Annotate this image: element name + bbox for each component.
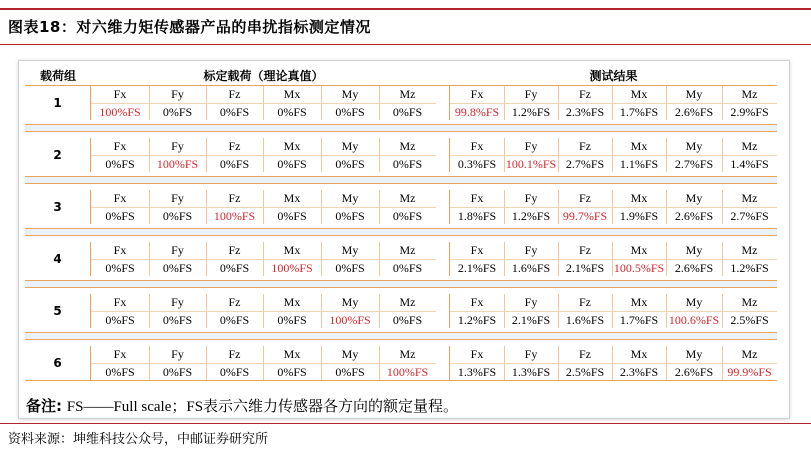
measured-axis-label: Fx (470, 347, 484, 361)
measured-axis-label: Mz (741, 139, 758, 153)
measured-axis-label: My (685, 191, 703, 205)
theory-value: 0%FS (91, 155, 149, 172)
measured-axis-label: Mx (630, 347, 648, 361)
measured-value: 2.3%FS (612, 363, 666, 380)
group-number: 6 (25, 346, 91, 380)
measured-axis-label: My (685, 87, 703, 101)
measured-axis-label: Fx (470, 139, 484, 153)
measured-axis-label: My (685, 243, 703, 257)
measured-axis-label: Fx (470, 295, 484, 309)
source-note: 资料来源：坤维科技公众号，中邮证券研究所 (8, 432, 269, 447)
group-number: 5 (25, 294, 91, 328)
theory-axis-label: Fy (171, 191, 184, 205)
theory-axis-label: My (341, 295, 359, 309)
spacer-column (436, 346, 450, 380)
measured-value: 1.2%FS (504, 103, 558, 120)
group-separator (25, 228, 777, 236)
col-header-measured: 测试结果 (589, 69, 638, 83)
theory-value: 100%FS (379, 363, 436, 380)
measured-axis-label: Mz (741, 87, 758, 101)
measured-value: 1.1%FS (612, 155, 666, 172)
measured-value: 99.8%FS (450, 103, 504, 120)
measured-value: 99.9%FS (722, 363, 777, 380)
theory-axis-label: Fx (113, 295, 127, 309)
theory-value: 100%FS (91, 103, 149, 120)
group-separator (25, 176, 777, 184)
measured-value: 2.3%FS (558, 103, 612, 120)
measured-axis-label: Fy (524, 347, 538, 361)
theory-value: 100%FS (206, 207, 263, 224)
figure-title: 图表18：对六维力矩传感器产品的串扰指标测定情况 (8, 18, 371, 36)
theory-axis-label: Fx (113, 87, 127, 101)
measured-axis-label: Fz (579, 139, 591, 153)
group-number: 1 (25, 86, 91, 120)
theory-axis-label: My (341, 139, 359, 153)
measured-value: 1.4%FS (722, 155, 777, 172)
theory-value: 0%FS (206, 311, 263, 328)
measured-value: 2.6%FS (666, 103, 722, 120)
theory-axis-label: Mx (283, 295, 301, 309)
measured-axis-label: My (685, 295, 703, 309)
measured-axis-label: Fy (524, 87, 538, 101)
theory-value: 0%FS (149, 363, 206, 380)
measured-axis-label: Mx (630, 243, 648, 257)
measured-value: 1.8%FS (450, 207, 504, 224)
measured-value: 100.1%FS (505, 157, 557, 171)
theory-axis-label: Fz (228, 191, 241, 205)
table-row-group (25, 346, 777, 380)
measured-value: 2.1%FS (558, 259, 612, 276)
measured-axis-label: Mz (741, 243, 758, 257)
theory-value: 0%FS (321, 363, 379, 380)
table-row-group (25, 242, 777, 276)
measured-axis-label: Fy (524, 295, 538, 309)
theory-axis-label: Fx (113, 191, 127, 205)
theory-value: 0%FS (91, 207, 149, 224)
theory-axis-label: Fy (171, 87, 184, 101)
theory-value: 0%FS (91, 311, 149, 328)
measured-value: 2.7%FS (666, 155, 722, 172)
measured-value: 2.1%FS (450, 259, 504, 276)
theory-axis-label: Fx (113, 347, 127, 361)
measured-value: 1.3%FS (450, 363, 504, 380)
measured-value: 2.6%FS (666, 207, 722, 224)
spacer-column (436, 138, 450, 172)
header-bottom-rule (0, 44, 811, 45)
theory-axis-label: Mx (283, 191, 301, 205)
theory-value: 0%FS (206, 259, 263, 276)
theory-value: 0%FS (149, 207, 206, 224)
theory-value: 0%FS (321, 103, 379, 120)
measured-value: 100.5%FS (613, 261, 665, 275)
measured-value: 2.1%FS (504, 311, 558, 328)
theory-value: 100%FS (321, 311, 379, 328)
measured-value: 1.6%FS (558, 311, 612, 328)
measured-axis-label: Fz (579, 347, 591, 361)
theory-axis-label: Fy (171, 347, 184, 361)
measured-value: 1.2%FS (504, 207, 558, 224)
theory-axis-label: Mz (399, 139, 416, 153)
measured-axis-label: Fy (524, 139, 538, 153)
measured-value: 1.9%FS (612, 207, 666, 224)
group-separator (25, 332, 777, 340)
theory-value: 0%FS (206, 155, 263, 172)
footer-rule (0, 423, 811, 424)
measured-axis-label: Fz (579, 191, 591, 205)
table-row-group (25, 86, 777, 120)
measured-axis-label: Mx (630, 87, 648, 101)
theory-value: 0%FS (321, 155, 379, 172)
theory-axis-label: Fx (113, 139, 127, 153)
table-row-group (25, 294, 777, 328)
table-bottom-rule (25, 380, 777, 381)
theory-value: 0%FS (263, 155, 321, 172)
figure-header (0, 0, 811, 48)
theory-value: 100%FS (263, 259, 321, 276)
theory-axis-label: Fy (171, 139, 184, 153)
col-header-theory: 标定载荷（理论真值） (203, 69, 324, 83)
measured-value: 1.7%FS (612, 103, 666, 120)
measured-value: 99.7%FS (558, 207, 612, 224)
measured-value: 2.5%FS (722, 311, 777, 328)
measured-axis-label: Mz (741, 295, 758, 309)
spacer-column (436, 294, 450, 328)
note-label: 备注: (26, 397, 62, 415)
theory-axis-label: Mz (399, 87, 416, 101)
measured-value: 2.5%FS (558, 363, 612, 380)
theory-value: 0%FS (206, 103, 263, 120)
theory-axis-label: Fz (228, 243, 241, 257)
measured-axis-label: Fz (579, 87, 591, 101)
theory-axis-label: Fy (171, 295, 184, 309)
theory-axis-label: Mx (283, 243, 301, 257)
note-text: FS——Full scale；FS表示六维力传感器各方向的额定量程。 (66, 399, 459, 415)
measured-axis-label: Fy (524, 243, 538, 257)
table-header-row (25, 67, 777, 85)
theory-axis-label: Mx (283, 87, 301, 101)
measured-axis-label: Mx (630, 139, 648, 153)
theory-value: 0%FS (379, 103, 436, 120)
measured-value: 1.6%FS (504, 259, 558, 276)
theory-value: 0%FS (379, 207, 436, 224)
theory-axis-label: Mz (399, 243, 416, 257)
theory-axis-label: My (341, 87, 359, 101)
spacer-column (436, 86, 450, 120)
theory-axis-label: Fz (228, 347, 241, 361)
theory-value: 0%FS (263, 103, 321, 120)
theory-axis-label: Fz (228, 295, 241, 309)
theory-axis-label: Mx (283, 139, 301, 153)
theory-axis-label: Fz (228, 87, 241, 101)
theory-value: 100%FS (149, 155, 206, 172)
measured-axis-label: Fz (579, 243, 591, 257)
theory-value: 0%FS (149, 311, 206, 328)
theory-value: 0%FS (206, 363, 263, 380)
measured-axis-label: Mx (630, 191, 648, 205)
theory-value: 0%FS (91, 259, 149, 276)
theory-value: 0%FS (321, 207, 379, 224)
measured-value: 1.7%FS (612, 311, 666, 328)
theory-value: 0%FS (263, 207, 321, 224)
measured-axis-label: Mz (741, 347, 758, 361)
measured-value: 1.2%FS (722, 259, 777, 276)
theory-value: 0%FS (379, 311, 436, 328)
measured-value: 2.7%FS (722, 207, 777, 224)
table-note (26, 395, 458, 416)
measured-value: 2.9%FS (722, 103, 777, 120)
theory-value: 0%FS (321, 259, 379, 276)
measured-value: 2.6%FS (666, 259, 722, 276)
theory-value: 0%FS (379, 259, 436, 276)
measured-value: 2.6%FS (666, 363, 722, 380)
measured-axis-label: Fx (470, 191, 484, 205)
measured-axis-label: My (685, 139, 703, 153)
theory-axis-label: Fy (171, 243, 184, 257)
table-row-group (25, 190, 777, 224)
group-number: 2 (25, 138, 91, 172)
measured-value: 1.2%FS (450, 311, 504, 328)
measured-value: 2.7%FS (558, 155, 612, 172)
table-row-group (25, 138, 777, 172)
measured-axis-label: Fx (470, 87, 484, 101)
theory-axis-label: Mz (399, 191, 416, 205)
theory-axis-label: Fx (113, 243, 127, 257)
theory-axis-label: My (341, 191, 359, 205)
header-top-rule (0, 8, 811, 10)
measured-value: 100.6%FS (666, 311, 722, 328)
theory-axis-label: My (341, 243, 359, 257)
measured-axis-label: Fx (470, 243, 484, 257)
theory-value: 0%FS (263, 363, 321, 380)
group-separator (25, 280, 777, 288)
measured-axis-label: Mx (630, 295, 648, 309)
spacer-column (436, 190, 450, 224)
theory-axis-label: Mx (283, 347, 301, 361)
group-number: 4 (25, 242, 91, 276)
theory-axis-label: My (341, 347, 359, 361)
measured-axis-label: Fy (524, 191, 538, 205)
measured-axis-label: My (685, 347, 703, 361)
measured-value: 1.3%FS (504, 363, 558, 380)
spacer-column (436, 242, 450, 276)
theory-value: 0%FS (379, 155, 436, 172)
theory-value: 0%FS (263, 311, 321, 328)
theory-value: 0%FS (149, 103, 206, 120)
theory-axis-label: Mz (399, 295, 416, 309)
theory-value: 0%FS (91, 363, 149, 380)
theory-axis-label: Fz (228, 139, 241, 153)
measured-value: 0.3%FS (450, 155, 504, 172)
col-header-group: 载荷组 (39, 69, 76, 83)
measured-axis-label: Fz (579, 295, 591, 309)
measured-axis-label: Mz (741, 191, 758, 205)
theory-axis-label: Mz (399, 347, 416, 361)
group-separator (25, 124, 777, 132)
group-number: 3 (25, 190, 91, 224)
theory-value: 0%FS (149, 259, 206, 276)
